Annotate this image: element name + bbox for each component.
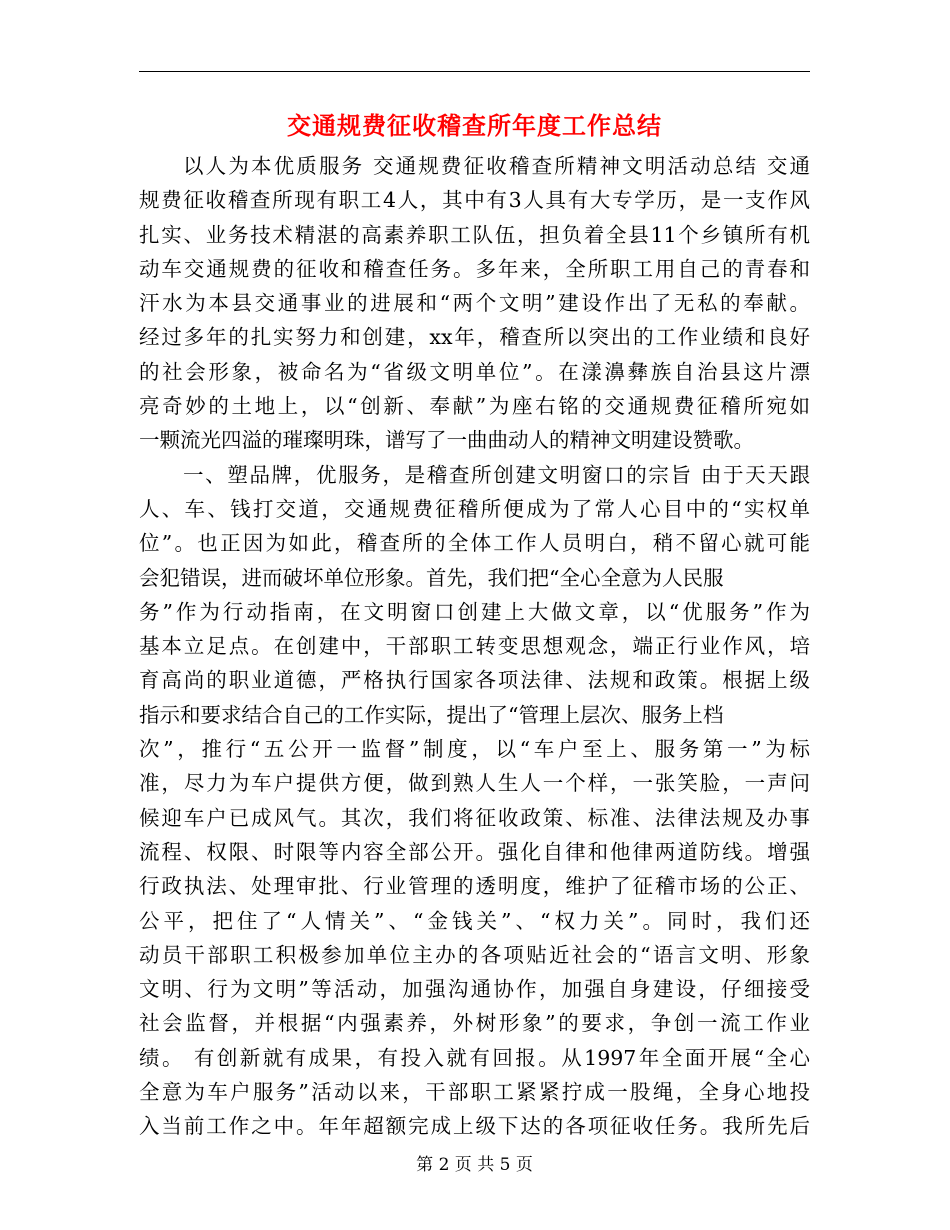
body-line: 基本立足点。在创建中，干部职工转变思想观念，端正行业作风，培 <box>139 634 810 659</box>
body-line: 动员干部职工积极参加单位主办的各项贴近社会的“语言文明、形象 <box>139 942 810 967</box>
body-line: 一、塑品牌，优服务，是稽查所创建文明窗口的宗旨 由于天天跟 <box>183 462 810 487</box>
body-line: 社会监督，并根据“内强素养，外树形象”的要求，争创一流工作业 <box>139 1011 810 1036</box>
body-line: 人、车、钱打交道，交通规费征稽所便成为了常人心目中的“实权单 <box>139 496 810 521</box>
body-line: 会犯错误，进而破坏单位形象。首先，我们把“全心全意为人民服 <box>139 565 724 590</box>
page-number-footer: 第 2 页 共 5 页 <box>416 1155 533 1175</box>
body-line: 经过多年的扎实努力和创建，xx年，稽查所以突出的工作业绩和良好 <box>139 325 810 350</box>
body-line: 亮奇妙的土地上，以“创新、奉献”为座右铭的交通规费征稽所宛如 <box>139 394 810 419</box>
body-line: 准，尽力为车户提供方便，做到熟人生人一个样，一张笑脸，一声问 <box>139 771 810 796</box>
body-line: 文明、行为文明”等活动，加强沟通协作，加强自身建设，仔细接受 <box>139 977 810 1002</box>
body-line: 候迎车户已成风气。其次，我们将征收政策、标准、法律法规及办事 <box>139 805 810 830</box>
body-line: 的社会形象，被命名为“省级文明单位”。在漾濞彝族自治县这片漂 <box>139 359 810 384</box>
body-line: 全意为车户服务”活动以来，干部职工紧紧拧成一股绳，全身心地投 <box>139 1080 810 1105</box>
body-line: 入当前工作之中。年年超额完成上级下达的各项征收任务。我所先后 <box>139 1114 810 1139</box>
document-body <box>139 149 810 1144</box>
body-line: 一颗流光四溢的璀璨明珠，谱写了一曲曲动人的精神文明建设赞歌。 <box>139 428 754 453</box>
header-rule <box>139 71 810 72</box>
body-line: 扎实、业务技术精湛的高素养职工队伍，担负着全县11个乡镇所有机 <box>139 222 810 247</box>
body-line: 公平，把住了“人情关”、“金钱关”、“权力关”。同时，我们还 <box>139 908 810 933</box>
body-line: 位”。也正因为如此，稽查所的全体工作人员明白，稍不留心就可能 <box>139 531 810 556</box>
body-line: 务”作为行动指南，在文明窗口创建上大做文章，以“优服务”作为 <box>139 599 810 624</box>
body-line: 流程、权限、时限等内容全部公开。强化自律和他律两道防线。增强 <box>139 839 810 864</box>
body-line: 行政执法、处理审批、行业管理的透明度，维护了征稽市场的公正、 <box>139 874 810 899</box>
document-title: 交通规费征收稽查所年度工作总结 <box>287 112 662 140</box>
body-line: 汗水为本县交通事业的进展和“两个文明”建设作出了无私的奉献。 <box>139 291 810 316</box>
body-line: 指示和要求结合自己的工作实际，提出了“管理上层次、服务上档 <box>139 702 724 727</box>
body-line: 动车交通规费的征收和稽查任务。多年来，全所职工用自己的青春和 <box>139 256 810 281</box>
body-line: 绩。 有创新就有成果，有投入就有回报。从1997年全面开展“全心 <box>139 1045 810 1070</box>
body-line: 以人为本优质服务 交通规费征收稽查所精神文明活动总结 交通 <box>183 154 810 178</box>
body-line: 规费征收稽查所现有职工4人，其中有3人具有大专学历，是一支作风 <box>139 188 810 213</box>
body-line: 育高尚的职业道德，严格执行国家各项法律、法规和政策。根据上级 <box>139 668 810 693</box>
body-line: 次”，推行“五公开一监督”制度，以“车户至上、服务第一”为标 <box>139 737 810 762</box>
